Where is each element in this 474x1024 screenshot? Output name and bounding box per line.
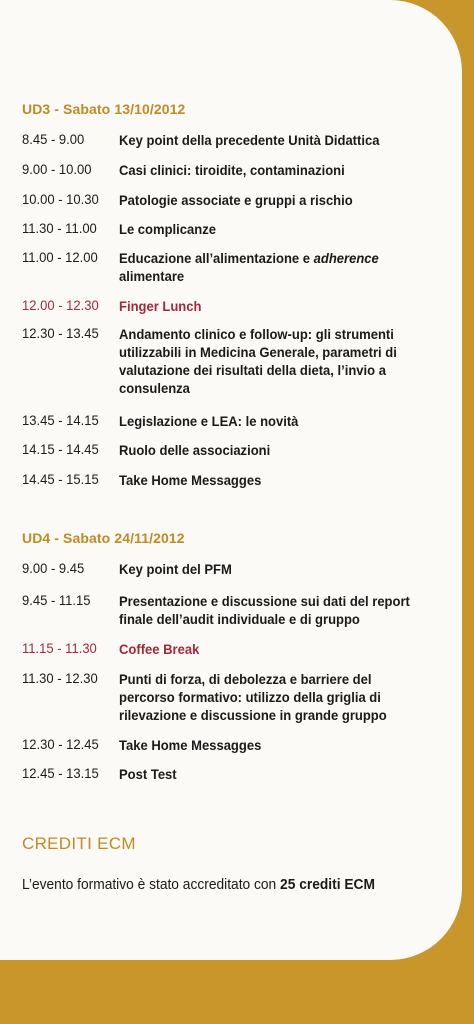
- session-title: Coffee Break: [119, 641, 200, 657]
- session-title: Le complicanze: [119, 221, 216, 237]
- schedule-row: [22, 560, 442, 578]
- session-title: Ruolo delle associazioni: [119, 442, 271, 458]
- credits-text-part: L’evento formativo è stato accreditato con: [22, 877, 281, 893]
- session-title: Presentazione e discussione sui dati del report finale dell’audit individuale e di gruppo: [119, 593, 410, 627]
- session-title: Key point della precedente Unità Didattica: [119, 132, 380, 148]
- time-slot: 12.00 - 12.30: [22, 297, 99, 313]
- session-title: Legislazione e LEA: le novità: [119, 413, 299, 429]
- session-title: [119, 249, 419, 285]
- schedule-row: [22, 471, 442, 489]
- schedule-row: [22, 765, 442, 783]
- schedule-row: [22, 592, 442, 628]
- time-slot: 9.00 - 9.45: [22, 560, 85, 576]
- time-slot: 13.45 - 14.15: [22, 412, 99, 428]
- session-title: Post Test: [119, 766, 177, 782]
- time-slot: 12.30 - 13.45: [22, 325, 99, 341]
- time-slot: 11.15 - 11.30: [22, 640, 97, 656]
- schedule-row: [22, 131, 442, 149]
- schedule-row: [22, 412, 442, 430]
- time-slot: 14.15 - 14.45: [22, 441, 99, 457]
- schedule-row: [22, 249, 442, 285]
- schedule-row: [22, 736, 442, 754]
- time-slot: 12.45 - 13.15: [22, 765, 99, 781]
- time-slot: 9.00 - 10.00: [22, 161, 92, 177]
- schedule-row: [22, 220, 442, 238]
- session-title: Casi clinici: tiroidite, contaminazioni: [119, 162, 345, 178]
- time-slot: 11.30 - 11.00: [22, 220, 97, 236]
- session-title-emphasis: adherence: [313, 250, 379, 266]
- schedule-row: [22, 441, 442, 459]
- time-slot: 12.30 - 12.45: [22, 736, 99, 752]
- schedule-row: [22, 191, 442, 209]
- schedule-row-break: [22, 640, 442, 658]
- session-title-part: alimentare: [119, 268, 185, 284]
- session-title-part: Educazione all’alimentazione e: [119, 250, 314, 266]
- session-title: Take Home Messagges: [119, 737, 262, 753]
- time-slot: 8.45 - 9.00: [22, 131, 85, 147]
- schedule-row: [22, 670, 442, 724]
- time-slot: 11.30 - 12.30: [22, 670, 98, 686]
- session-title: Punti di forza, di debolezza e barriere del percorso formativo: utilizzo della griglia di rilevazione e discussione in grande gruppo: [119, 671, 387, 723]
- session-title: Finger Lunch: [119, 298, 202, 314]
- time-slot: 11.00 - 12.00: [22, 249, 98, 265]
- credits-text: [22, 877, 375, 893]
- schedule-row: [22, 325, 442, 397]
- time-slot: 14.45 - 15.15: [22, 471, 99, 487]
- ud4-title: UD4 - Sabato 24/11/2012: [22, 530, 185, 546]
- ud3-title: UD3 - Sabato 13/10/2012: [22, 101, 186, 117]
- session-title: Take Home Messagges: [119, 472, 262, 488]
- credits-amount: 25 crediti ECM: [280, 877, 375, 893]
- session-title: Andamento clinico e follow-up: gli strumenti utilizzabili in Medicina Generale, parametri di valutazione dei risultati della dieta, l’invio a consulenza: [119, 326, 397, 396]
- session-title: Patologie associate e gruppi a rischio: [119, 192, 353, 208]
- time-slot: 9.45 - 11.15: [22, 592, 91, 608]
- session-title: Key point del PFM: [119, 561, 232, 577]
- schedule-row-break: [22, 297, 442, 315]
- time-slot: 10.00 - 10.30: [22, 191, 99, 207]
- credits-title: CREDITI ECM: [22, 834, 136, 853]
- schedule-row: [22, 161, 442, 179]
